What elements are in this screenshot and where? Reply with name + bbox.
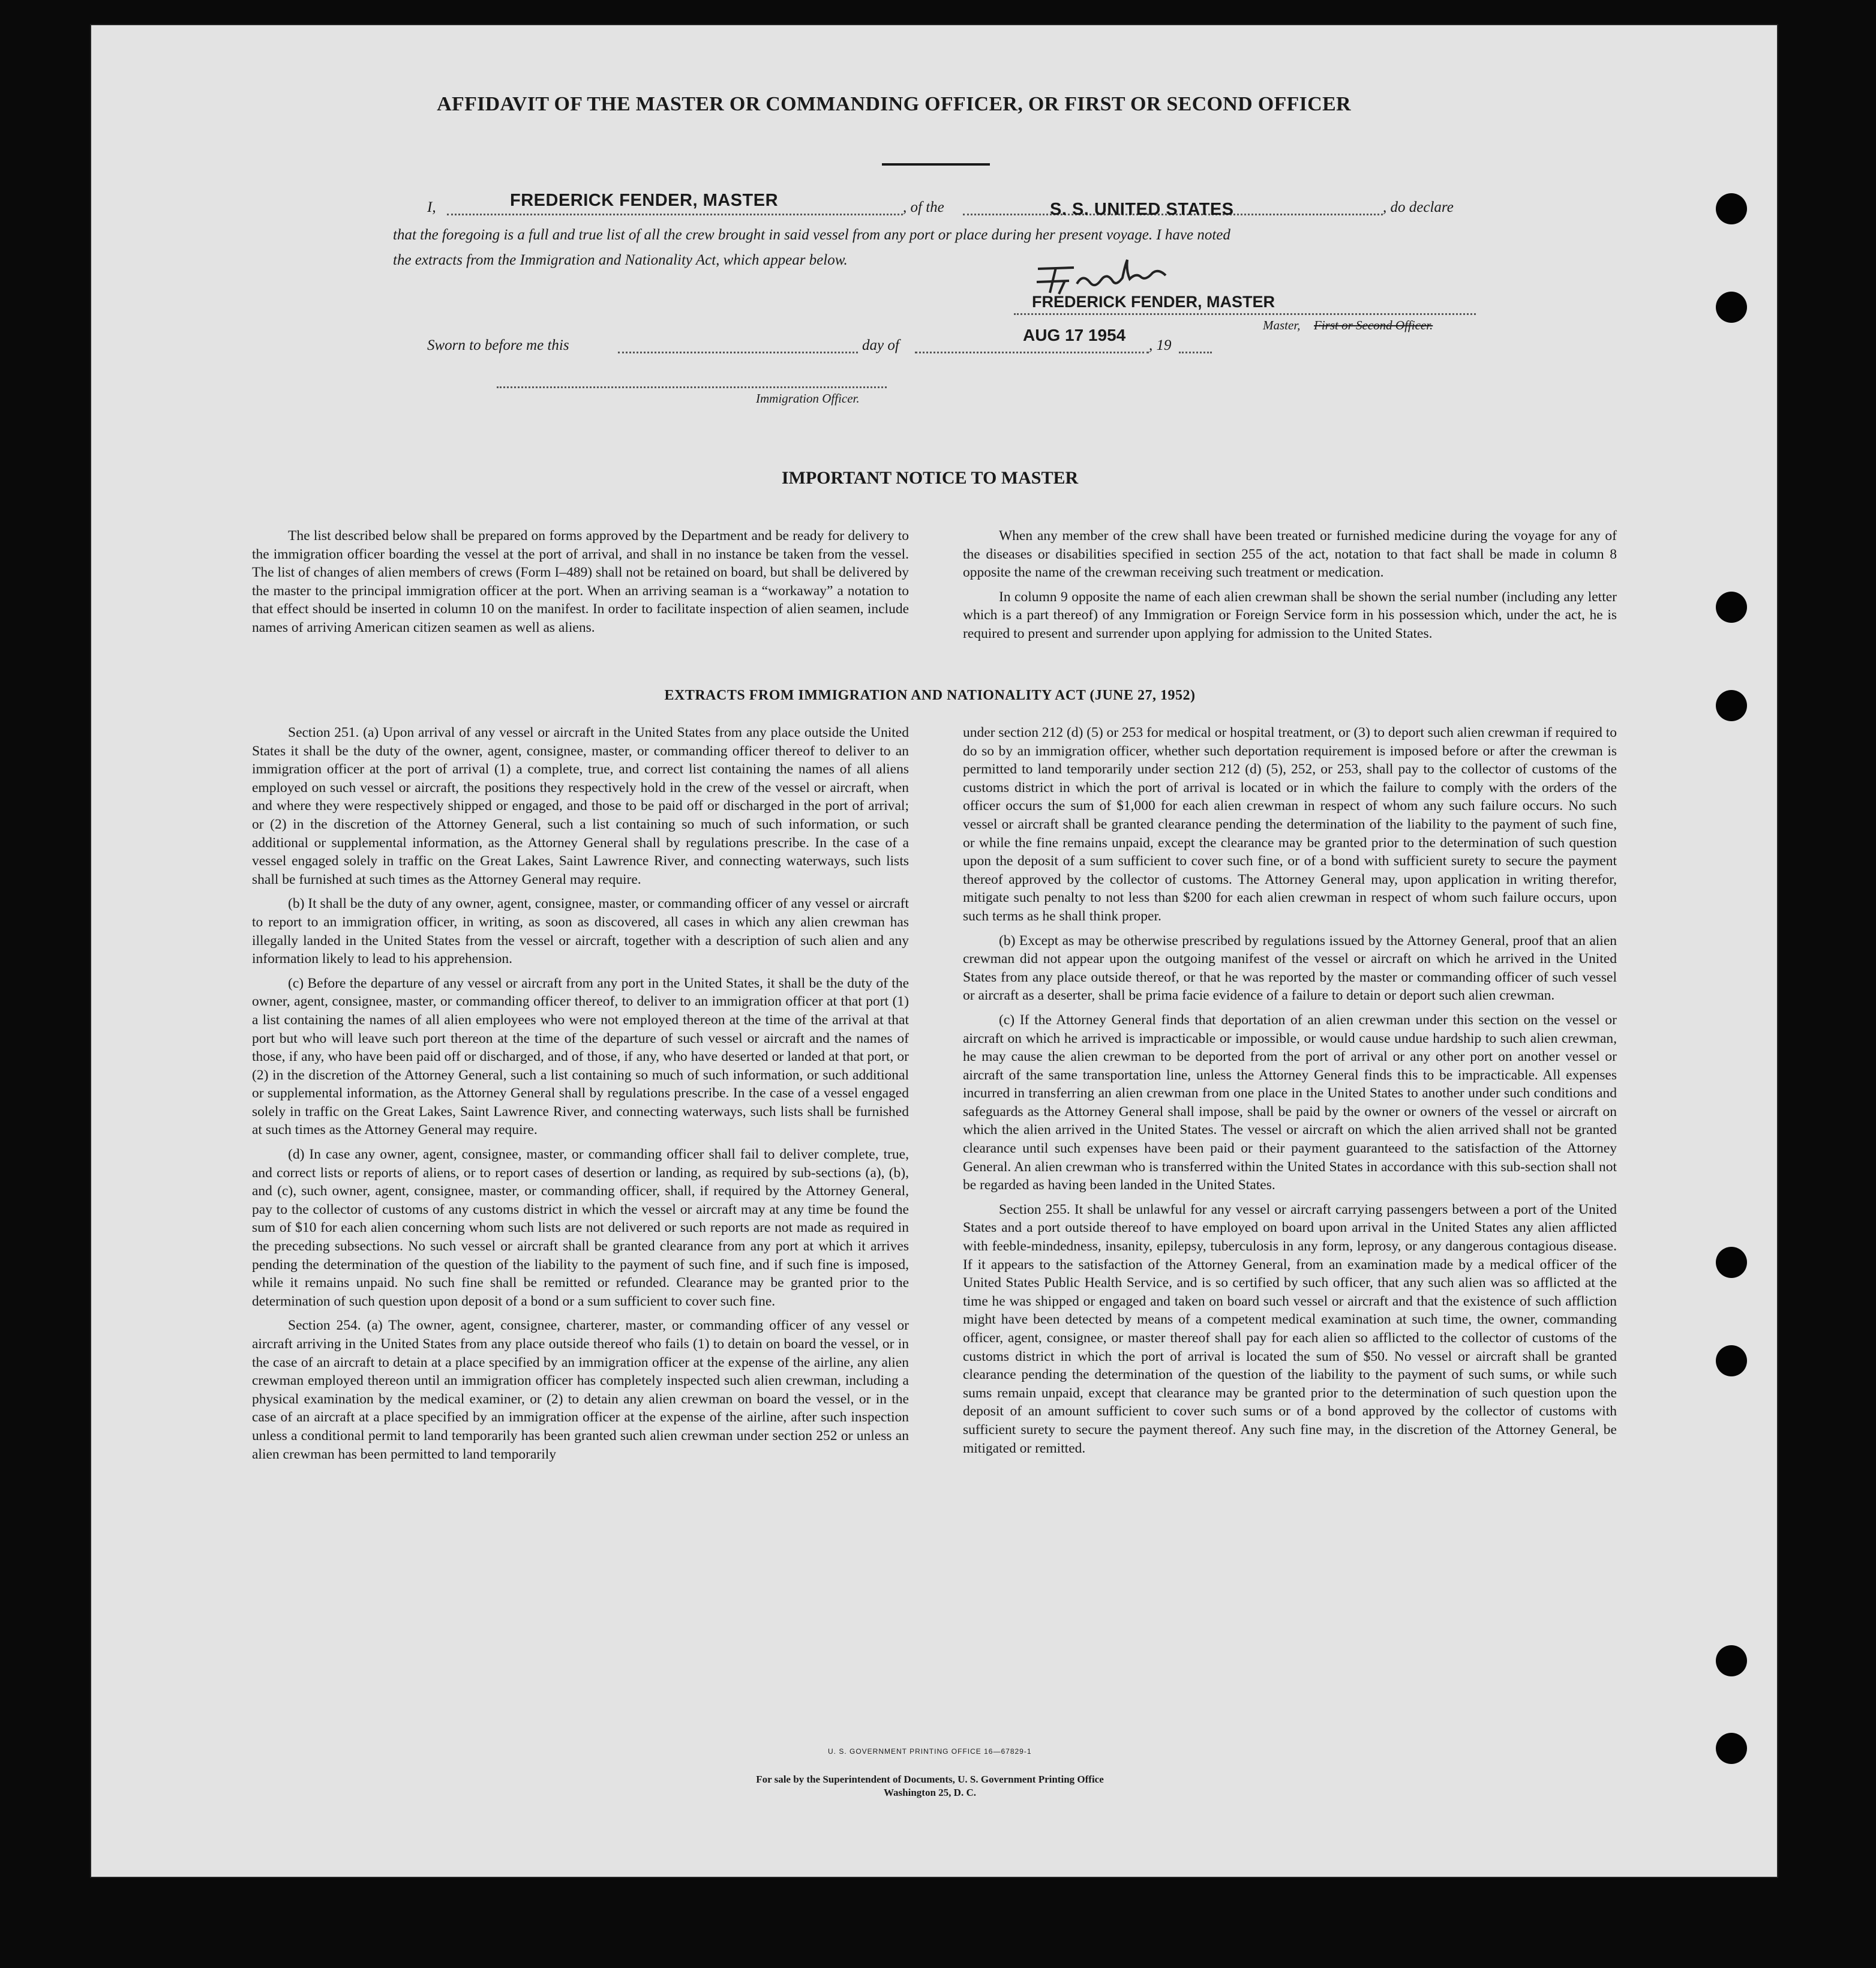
sale-notice [660,1773,1200,1799]
binder-hole [1716,592,1747,623]
date-stamp: AUG 17 1954 [1023,326,1126,344]
section-254-c: (c) If the Attorney General finds that deportation of an alien crewman under this section on the vessel or aircraft on which he arrived is impracticable or impossible, or would cause undue hardship to such alien crewman, he may cause the alien crewman to be deported from the port of arrival or any other port on another vessel or aircraft of the same transportation line, unless the Attorney General finds this to be impracticable. All expenses incurred in transferring an alien crewman from one place in the United States to another under such conditions and safeguards as the Attorney General shall impose, shall be paid by the owner or owners of the vessel or aircraft on which the alien arrived in the United States. The vessel or aircraft on which the alien arrived shall not be granted clearance until such expenses have been paid or their payment guaranteed to the satisfaction of the Attorney General. An alien crewman who is transferred within the United States in accordance with this sub-section shall not be regarded as having been landed in the United States. [963,1012,1617,1193]
sale-line-2: Washington 25, D. C. [884,1787,976,1798]
signature-dotted-line [1014,313,1476,315]
gpo-imprint: U. S. GOVERNMENT PRINTING OFFICE 16—67829-1 [828,1747,1032,1756]
sworn-label: Sworn to before me this [427,337,569,353]
do-declare-label: , do declare [1383,199,1454,215]
notice-right-column [963,527,1617,649]
binder-hole [1716,1645,1747,1676]
officer-dotted-line [497,386,887,388]
role-struck: First or Second Officer. [1314,318,1433,332]
affidavit-text-line-3: the extracts from the Immigration and Nationality Act, which appear below. [393,252,848,268]
section-254-b: (b) Except as may be otherwise prescribed by regulations issued by the Attorney General, proof that an alien crewman did not appear upon the outgoing manifest of the vessel or aircraft on which he arrived in the United States from any place outside thereof, or that he was reported by the master or commanding officer of such vessel or aircraft as a deserter, shall be prima facie evidence of a failure to detain or deport such alien crewman. [963,932,1617,1004]
section-251-a: Section 251. (a) Upon arrival of any vessel or aircraft in the United States from any place outside the United States it shall be the duty of the owner, agent, consignee, master, or commanding officer thereof to deliver to an immigration officer at the port of arrival (1) a complete, true, and correct list containing the names of all aliens employed on such vessel or aircraft, the positions they respectively hold in the crew of the vessel or aircraft, when and where they were respectively shipped or engaged, and those to be paid off or discharged in the port of arrival; or (2) in the discretion of the Attorney General, such a list containing so much of such information, or such additional or supplemental information, as the Attorney General shall by regulations prescribe. In the case of a vessel engaged solely in traffic on the Great Lakes, Saint Lawrence River, and connecting waterways, such lists shall be furnished at such times as the Attorney General may require. [252,725,909,887]
section-251-d: (d) In case any owner, agent, consignee, master, or commanding officer shall fail to deliver complete, true, and correct lists or reports of aliens, or to report cases of desertion or landing, as required by sub-sections (a), (b), and (c), such owner, agent, consignee, master, or commanding officer, shall, if required by the Attorney General, pay to the collector of customs of any customs district in which the vessel or aircraft may at any time be found the sum of $10 for each alien concerning whom such lists are not delivered or such reports are not made as required in the preceding subsections. No such vessel or aircraft shall be granted clearance from any port at which it arrives pending the determination of the question of the liability to the payment of such fine, and if such fine is imposed, while it remains unpaid. No such fine shall be remitted or refunded. Clearance may be granted prior to the determination of such question upon deposit of a bond or a sum sufficient to cover such fine. [252,1147,909,1309]
year-suffix: , 19 [1149,337,1172,353]
sworn-dotted-line [618,352,858,353]
immigration-officer-label: Immigration Officer. [756,391,860,406]
binder-hole [1716,1247,1747,1278]
of-the-label: , of the [903,199,944,215]
signature-stamp: FREDERICK FENDER, MASTER [1032,293,1275,311]
section-255: Section 255. It shall be unlawful for any vessel or aircraft carrying passengers between a port of the United States and a port outside thereof to have employed on board upon arrival in the United States any alien afflicted with feeble-mindedness, insanity, epilepsy, tuberculosis in any form, leprosy, or any dangerous contagious disease. If it appears to the satisfaction of the Attorney General, from an examination made by a medical officer of the United States Public Health Service, and is so certified by such officer, that any such alien was so afflicted at the time he was shipped or engaged and taken on board such vessel or aircraft and that the existence of such affliction might have been detected by means of a competent medical examination at such time, the owner, commanding officer, agent, consignee, or master thereof shall pay for each alien so afflicted to the collector of customs of the customs district in which the port of arrival is located the sum of $50. No vessel or aircraft shall be granted clearance pending the determination of the question of the liability to the payment of such sums, or while such sums remain unpaid, except that clearance may be granted prior to the determination of such question upon the deposit of an amount sufficient to cover such sums or of a bond approved by the collector of customs with sufficient surety to secure the payment thereof. Any such fine may, in the discretion of the Attorney General, be mitigated or remitted. [963,1201,1617,1456]
sale-line-1: For sale by the Superintendent of Documents, U. S. Government Printing Office [756,1774,1104,1785]
binder-hole [1716,1733,1747,1764]
master-name: FREDERICK FENDER, MASTER [510,191,779,210]
section-251-b: (b) It shall be the duty of any owner, agent, consignee, master, or commanding officer of any vessel or aircraft to report to an immigration officer, in writing, as soon as discovered, all cases in which any alien crewman has illegally landed in the United States from the vessel or aircraft, together with a description of such alien and any information likely to lead to his apprehension. [252,896,909,967]
binder-hole [1716,193,1747,224]
affidavit-title: AFFIDAVIT OF THE MASTER OR COMMANDING OFFICER, OR FIRST OR SECOND OFFICER [437,93,1351,115]
binder-hole [1716,690,1747,721]
year-dotted-line [1179,352,1212,353]
vessel-name: S. S. UNITED STATES [1050,200,1234,219]
extracts-title: EXTRACTS FROM IMMIGRATION AND NATIONALITY ACT (JUNE 27, 1952) [664,688,1196,703]
binder-hole [1716,292,1747,323]
date-dotted-line [915,352,1149,353]
extracts-left-column [252,724,909,1469]
affidavit-text-line-2: that the foregoing is a full and true list of all the crew brought in said vessel from any port or place during her present voyage. I have noted [393,227,1230,243]
notice-paragraph: The list described below shall be prepared on forms approved by the Department and be ready for delivery to the immigration officer boarding the vessel at the port of arrival, and shall in no instance be taken from the vessel. The list of changes of alien members of crews (Form I–489) shall not be retained on board, but shall be delivered by the master to the principal immigration officer at the port. When an arriving seaman is a “workaway” a notation to that effect should be inserted in column 10 on the manifest. In order to facilitate inspection of alien seamen, include names of arriving American citizen seamen as well as aliens. [252,528,909,635]
section-251-c: (c) Before the departure of any vessel or aircraft from any port in the United States, it shall be the duty of the owner, agent, consignee, master, or commanding officer thereof, to deliver to an immigration officer at that port (1) a list containing the names of all alien employees who were not employed thereon at the time of the arrival at that port but who will leave such port thereon at the time of the departure of such vessel or aircraft and the names of those, if any, who have been paid off or discharged, and of those, if any, who have deserted or landed at that port, or (2) in the discretion of the Attorney General, such a list containing so much of such information, or such additional or supplemental information, as the Attorney General shall by regulations prescribe. In the case of a vessel engaged solely in traffic on the Great Lakes, Saint Lawrence River, and connecting waterways, such lists shall be furnished at such times as the Attorney General may require. [252,975,909,1138]
notice-paragraph: In column 9 opposite the name of each alien crewman shall be shown the serial number (including any letter which is a part thereof) of any Immigration or Foreign Service form in his possession which, under the act, he is required to present and surrender upon applying for admission to the United States. [963,589,1617,641]
day-of-label: day of [862,337,899,353]
role-master: Master, [1263,318,1301,332]
title-rule [882,163,990,166]
notice-title: IMPORTANT NOTICE TO MASTER [781,468,1079,488]
name-dotted-line [447,214,903,215]
extracts-right-column [963,724,1617,1463]
binder-hole [1716,1345,1747,1376]
section-254-a: Section 254. (a) The owner, agent, consignee, charterer, master, or commanding officer of any vessel or aircraft arriving in the United States from any place outside thereof who fails (1) to detain on board the vessel, or in the case of an aircraft to detain at a place specified by an immigration officer at the expense of the airline, any alien crewman employed thereon until an immigration officer has completely inspected such alien crewman, including a physical examination by the medical examiner, or (2) to detain any alien crewman on board the vessel, or in the case of an aircraft at a place specified by an immigration officer at the expense of the airline, after such inspection unless a conditional permit to land temporarily has been granted such alien crewman under section 252 or unless an alien crewman has been permitted to land temporarily [252,1318,909,1462]
section-254-a-cont: under section 212 (d) (5) or 253 for medical or hospital treatment, or (3) to deport such alien crewman if required to do so by an immigration officer, whether such deportation requirement is imposed before or after the crewman is permitted to land temporarily under section 212 (d) (5), 252, or 253, shall pay to the collector of customs of the customs district in which the port of arrival is located or in which the failure to comply with the orders of the officer occurs the sum of $1,000 for each alien crewman in respect of whom any such failure occurs. No such vessel or aircraft shall be granted clearance pending the determination of the liability to the payment of such fine, or while the fine remains unpaid, except the clearance may be granted prior to the determination of such question upon the deposit of a sum sufficient to cover such fine, or of a bond with sufficient surety to secure the payment thereof approved by the collector of customs. The Attorney General may, upon application in writing therefor, mitigate such penalty to not less than $200 for each alien crewman in respect of whom such failure occurs, upon such terms as he shall think proper. [963,725,1617,924]
notice-left-column [252,527,909,643]
notice-paragraph: When any member of the crew shall have been treated or furnished medicine during the voyage for any of the diseases or disabilities specified in section 255 of the act, notation to that fact shall be made in column 8 opposite the name of the crewman receiving such treatment or medication. [963,528,1617,581]
i-label: I, [427,199,436,215]
